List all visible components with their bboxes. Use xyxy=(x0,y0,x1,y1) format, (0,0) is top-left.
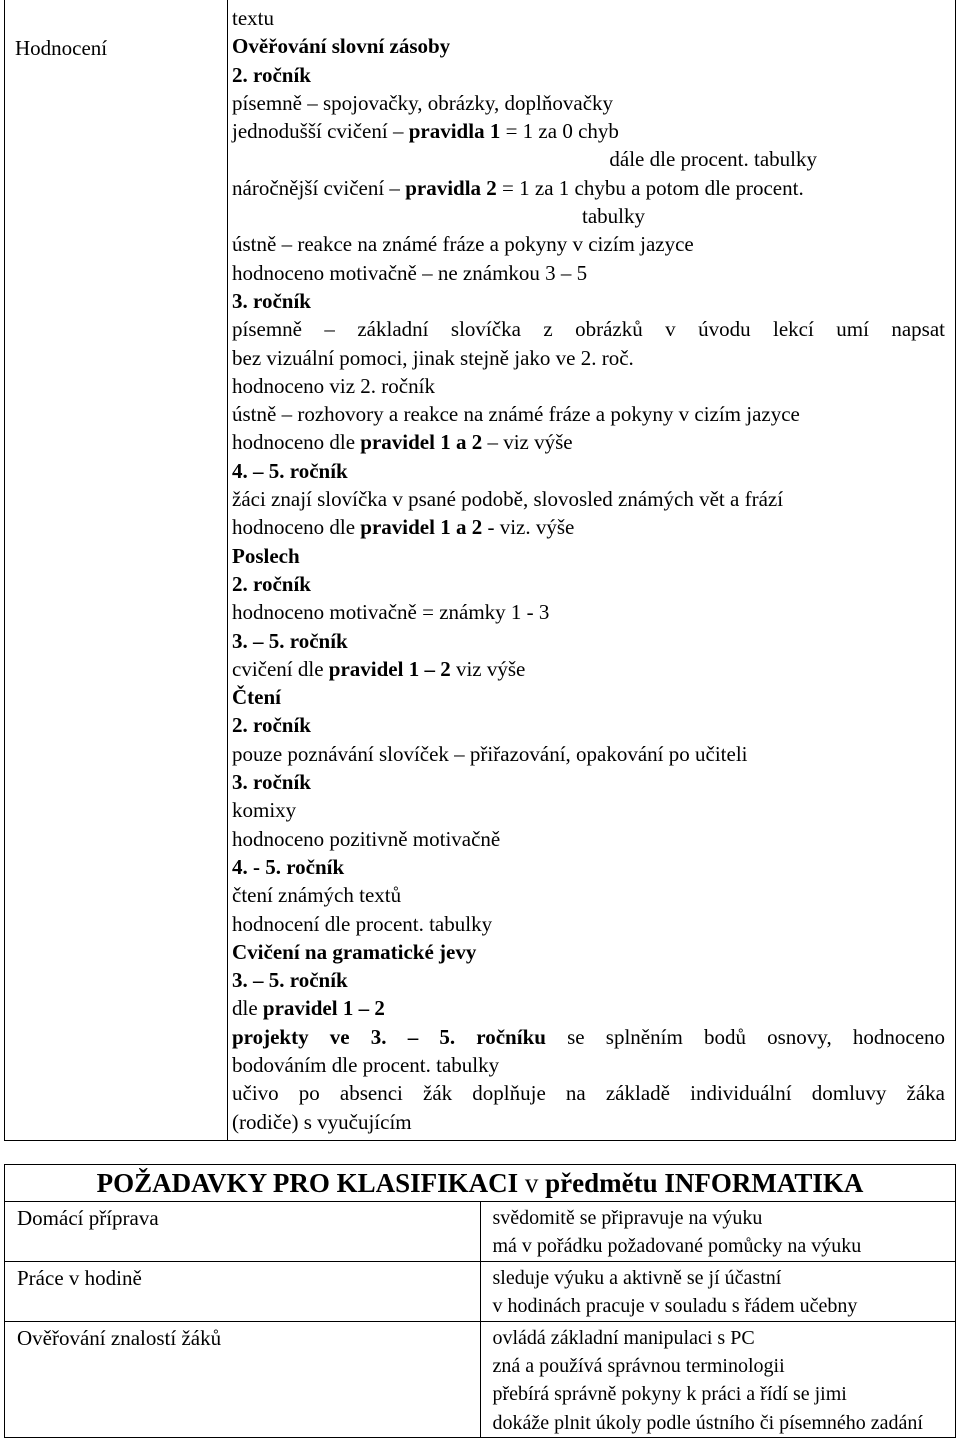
text-line xyxy=(232,994,945,1022)
text-line xyxy=(232,655,945,683)
grade-heading: 3. – 5. ročník xyxy=(232,968,348,993)
text-line: komixy xyxy=(232,798,297,823)
rule-span: pravidla 1 xyxy=(408,119,501,144)
grade-heading: 2. ročník xyxy=(232,713,311,738)
text-span: viz výše xyxy=(455,656,526,681)
text-span: hodnoceno dle xyxy=(232,430,356,455)
hodnoceni-content-cell xyxy=(228,0,956,1140)
text-line xyxy=(232,513,945,541)
rule-span: pravidel 1 a 2 xyxy=(360,430,483,455)
value-line: svědomitě se připravuje na výuku xyxy=(492,1207,763,1229)
pozadavky-table xyxy=(4,1164,956,1438)
title-part: POŽADAVKY PRO KLASIFIKACI xyxy=(96,1168,519,1198)
text-line: písemně – základní slovíčka z obrázků v úvodu lekcí umí napsat xyxy=(232,317,945,342)
rule-span: pravidel 1 a 2 xyxy=(360,515,483,540)
section-heading-cteni: Čtení xyxy=(232,685,281,710)
text-span: = 1 za 0 chyb xyxy=(505,119,619,144)
text-line: hodnocení dle procent. tabulky xyxy=(232,911,493,936)
text-line: ústně – rozhovory a reakce na známé fráze a pokyny v cizím jazyce xyxy=(232,402,800,427)
value-line: v hodinách pracuje v souladu s řádem učebny xyxy=(492,1295,858,1318)
pozadavky-title xyxy=(5,1165,956,1202)
hodnoceni-label-cell xyxy=(5,0,228,1140)
text-line: písemně – spojovačky, obrázky, doplňovačky xyxy=(232,90,614,115)
text-span: jednodušší cvičení – xyxy=(232,119,404,144)
text-line xyxy=(232,174,945,202)
rule-span: pravidel 1 – 2 xyxy=(262,996,385,1021)
text-line: pouze poznávání slovíček – přiřazování, opakování po učiteli xyxy=(232,741,748,766)
title-part: předmětu INFORMATIKA xyxy=(545,1168,864,1198)
text-span: se splněním bodů osnovy, hodnoceno xyxy=(567,1024,946,1049)
rule-span: projekty ve 3. – 5. ročníku xyxy=(232,1024,546,1049)
text-line: hodnoceno motivačně – ne známkou 3 – 5 xyxy=(232,260,588,285)
text-span: = 1 za 1 chybu a potom dle procent. xyxy=(502,175,804,200)
row-values-prace-v-hodine xyxy=(480,1261,956,1321)
text-line: učivo po absenci žák doplňuje na základě individuální domluvy žáka xyxy=(232,1081,945,1106)
row-label-domaci-priprava: Domácí příprava xyxy=(5,1202,481,1262)
row-values-overovani-znalosti xyxy=(480,1321,956,1438)
value-line: sleduje výuku a aktivně se jí účastní xyxy=(492,1266,782,1289)
section-heading-gramatika: Cvičení na gramatické jevy xyxy=(232,939,477,964)
text-line: hodnoceno motivačně = známky 1 - 3 xyxy=(232,600,550,625)
text-span: cvičení dle xyxy=(232,656,324,681)
grade-heading: 3. ročník xyxy=(232,770,311,795)
text-span: - viz. výše xyxy=(487,515,575,540)
value-line: dokáže plnit úkoly podle ústního či písemného zadání xyxy=(492,1411,923,1434)
text-line: ústně – reakce na známé fráze a pokyny v cizím jazyce xyxy=(232,232,694,257)
text-line: dále dle procent. tabulky xyxy=(609,147,817,172)
hodnoceni-label: Hodnocení xyxy=(15,36,108,60)
text-line: žáci znají slovíčka v psané podobě, slovosled známých vět a frází xyxy=(232,487,784,512)
rule-span: pravidla 2 xyxy=(405,175,497,200)
text-line: hodnoceno viz 2. ročník xyxy=(232,373,435,398)
grade-heading: 4. – 5. ročník xyxy=(232,458,348,483)
text-line xyxy=(232,117,945,145)
text-line: hodnoceno pozitivně motivačně xyxy=(232,826,501,851)
text-line xyxy=(232,1023,945,1051)
grade-heading: 3. – 5. ročník xyxy=(232,628,348,653)
text-line xyxy=(232,428,945,456)
text-line: (rodiče) s vyučujícím xyxy=(232,1109,412,1134)
text-span: hodnoceno dle xyxy=(232,515,356,540)
row-values-domaci-priprava xyxy=(480,1202,956,1262)
grade-heading: 4. - 5. ročník xyxy=(232,854,345,879)
value-line: ovládá základní manipulaci s PC xyxy=(492,1326,755,1349)
text-line: bodováním dle procent. tabulky xyxy=(232,1052,500,1077)
text-line: čtení známých textů xyxy=(232,883,402,908)
grade-heading: 2. ročník xyxy=(232,571,311,596)
text-span: dle xyxy=(232,996,258,1021)
row-label-prace-v-hodine: Práce v hodině xyxy=(5,1261,481,1321)
text-span: náročnější cvičení – xyxy=(232,175,400,200)
text-line: tabulky xyxy=(582,204,645,229)
hodnoceni-table xyxy=(4,0,956,1141)
text-line: bez vizuální pomoci, jinak stejně jako ve 2. roč. xyxy=(232,345,634,370)
title-part: v xyxy=(524,1168,539,1198)
row-label-overovani-znalosti: Ověřování znalostí žáků xyxy=(5,1321,481,1438)
grade-heading: 3. ročník xyxy=(232,288,311,313)
value-line: má v pořádku požadované pomůcky na výuku xyxy=(492,1235,862,1258)
rule-span: pravidel 1 – 2 xyxy=(328,656,451,681)
section-heading-slovni-zasoba: Ověřování slovní zásoby xyxy=(232,34,451,59)
text-span: – viz výše xyxy=(487,430,573,455)
value-line: zná a používá správnou terminologii xyxy=(492,1355,785,1378)
value-line: přebírá správně pokyny k práci a řídí se jimi xyxy=(492,1383,847,1406)
section-heading-poslech: Poslech xyxy=(232,543,300,568)
grade-heading: 2. ročník xyxy=(232,62,311,87)
top-fragment: textu xyxy=(232,6,274,30)
